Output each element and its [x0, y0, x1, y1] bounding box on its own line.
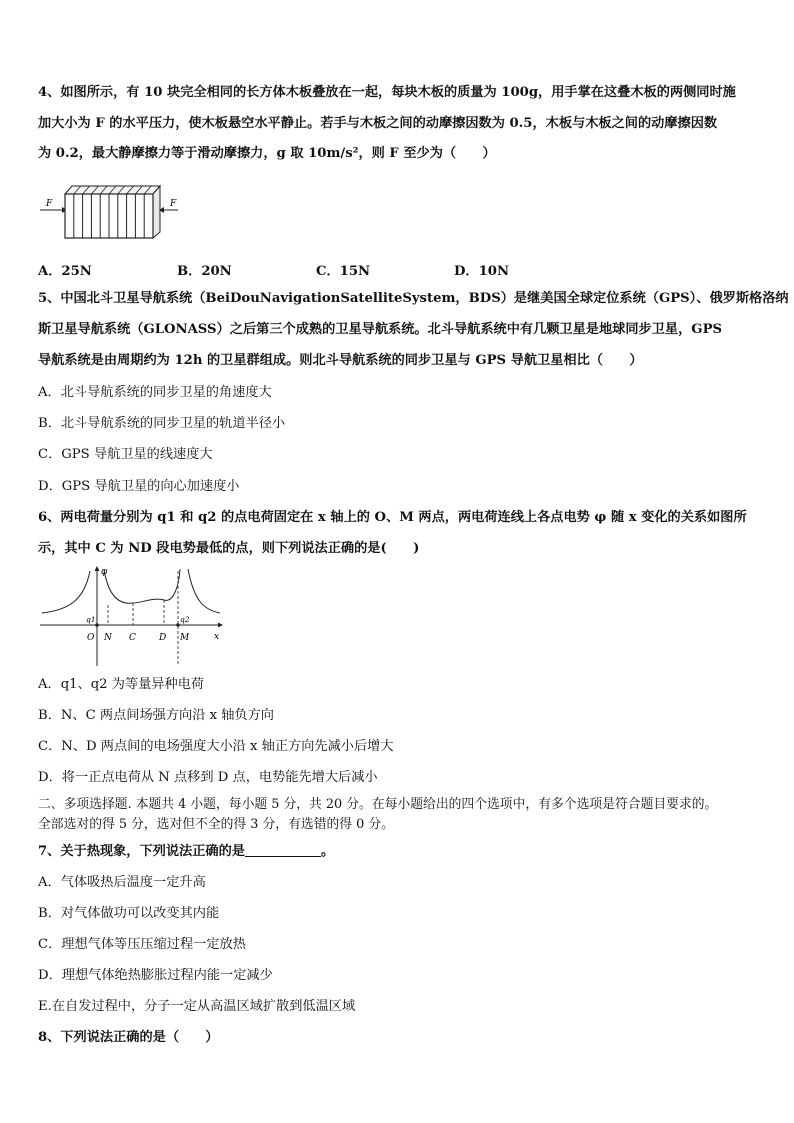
q4-options	[38, 260, 760, 278]
q6-text-line1: 6、两电荷量分别为 q1 和 q2 的点电荷固定在 x 轴上的 O、M 两点，两电荷连线上各点电势 φ 随 x 变化的关系如图所	[38, 510, 747, 525]
q4-option-b[interactable]: B．20N	[177, 264, 232, 279]
q7-option-b[interactable]: B．对气体做功可以改变其内能	[38, 906, 220, 921]
q5-text-line3: 导航系统是由周期约为 12h 的卫星群组成。则北斗导航系统的同步卫星与 GPS 导航卫星相比（ ）	[38, 353, 643, 368]
q6-potential-graph	[38, 563, 223, 668]
q6-option-b[interactable]: B．N、C 两点间场强方向沿 x 轴负方向	[38, 708, 274, 723]
q5-option-b[interactable]: B．北斗导航系统的同步卫星的轨道半径小	[38, 416, 286, 431]
q5-option-d[interactable]: D．GPS 导航卫星的向心加速度小	[38, 479, 240, 494]
q4-label-f-left: F	[46, 199, 53, 209]
q6-label-phi: φ	[101, 567, 108, 577]
section2-heading-line1: 二、多项选择题. 本题共 4 小题，每小题 5 分，共 20 分。在每小题给出的四个选项中，有多个选项是符合题目要求的。	[38, 797, 718, 812]
q8-stem: 8、下列说法正确的是（ ）	[38, 1030, 219, 1045]
q5-option-a[interactable]: A．北斗导航系统的同步卫星的角速度大	[38, 385, 272, 400]
q7-answer-blank[interactable]	[245, 843, 321, 857]
q6-label-q2: q2	[180, 615, 190, 624]
q4-option-a[interactable]: A．25N	[38, 264, 92, 279]
q6-label-x: x	[214, 632, 220, 642]
q7-option-c[interactable]: C．理想气体等压压缩过程一定放热	[38, 937, 246, 952]
q6-label-d: D	[159, 633, 167, 643]
q4-option-d[interactable]: D．10N	[454, 264, 510, 279]
q7-stem	[38, 843, 760, 861]
q6-label-m: M	[180, 633, 190, 643]
q1-charge-dot	[95, 623, 99, 627]
q6-option-c[interactable]: C．N、D 两点间的电场强度大小沿 x 轴正方向先减小后增大	[38, 739, 394, 754]
x-axis-arrow	[218, 623, 223, 628]
q6-label-o: O	[87, 633, 95, 643]
q7-option-e[interactable]: E.在自发过程中，分子一定从高温区域扩散到低温区域	[38, 999, 356, 1014]
q5-text-line2: 斯卫星导航系统（GLONASS）之后第三个成熟的卫星导航系统。北斗导航系统中有几颗卫星是地球同步卫星，GPS	[38, 322, 723, 337]
q6-option-a[interactable]: A．q1、q2 为等量异种电荷	[38, 677, 205, 692]
q4-label-f-right: F	[170, 199, 177, 209]
q6-option-d[interactable]: D．将一正点电荷从 N 点移到 D 点，电势能先增大后减小	[38, 770, 378, 785]
q4-option-c[interactable]: C．15N	[316, 264, 371, 279]
q6-text-line2: 示，其中 C 为 ND 段电势最低的点，则下列说法正确的是( )	[38, 541, 420, 556]
q6-label-q1: q1	[86, 615, 96, 624]
q5-text-line1: 5、中国北斗卫星导航系统（BeiDouNavigationSatelliteSystem，BDS）是继美国全球定位系统（GPS）、俄罗斯格洛纳	[38, 291, 789, 306]
q6-label-c: C	[129, 633, 136, 643]
q7-option-a[interactable]: A．气体吸热后温度一定升高	[38, 875, 206, 890]
q7-stem-end: 。	[321, 844, 335, 859]
q5-option-c[interactable]: C．GPS 导航卫星的线速度大	[38, 447, 213, 462]
q4-text-line1: 4、如图所示，有 10 块完全相同的长方体木板叠放在一起，每块木板的质量为 100g，用手掌在这叠木板的两侧同时施	[38, 85, 736, 100]
section2-heading-line2: 全部选对的得 5 分，选对但不全的得 3 分，有选错的得 0 分。	[38, 817, 394, 832]
q6-label-n: N	[104, 633, 112, 643]
q7-stem-text: 7、关于热现象，下列说法正确的是	[38, 844, 245, 859]
q4-figure-boards	[40, 180, 180, 242]
q7-option-d[interactable]: D．理想气体绝热膨胀过程内能一定减少	[38, 968, 273, 983]
q4-text-line2: 加大小为 F 的水平压力，使木板悬空水平静止。若手与木板之间的动摩擦因数为 0.5，木板与木板之间的动摩擦因数	[38, 116, 718, 131]
q4-text-line3: 为 0.2，最大静摩擦力等于滑动摩擦力，g 取 10m/s²，则 F 至少为（ ）	[38, 146, 496, 161]
phi-axis-arrow	[95, 566, 100, 571]
